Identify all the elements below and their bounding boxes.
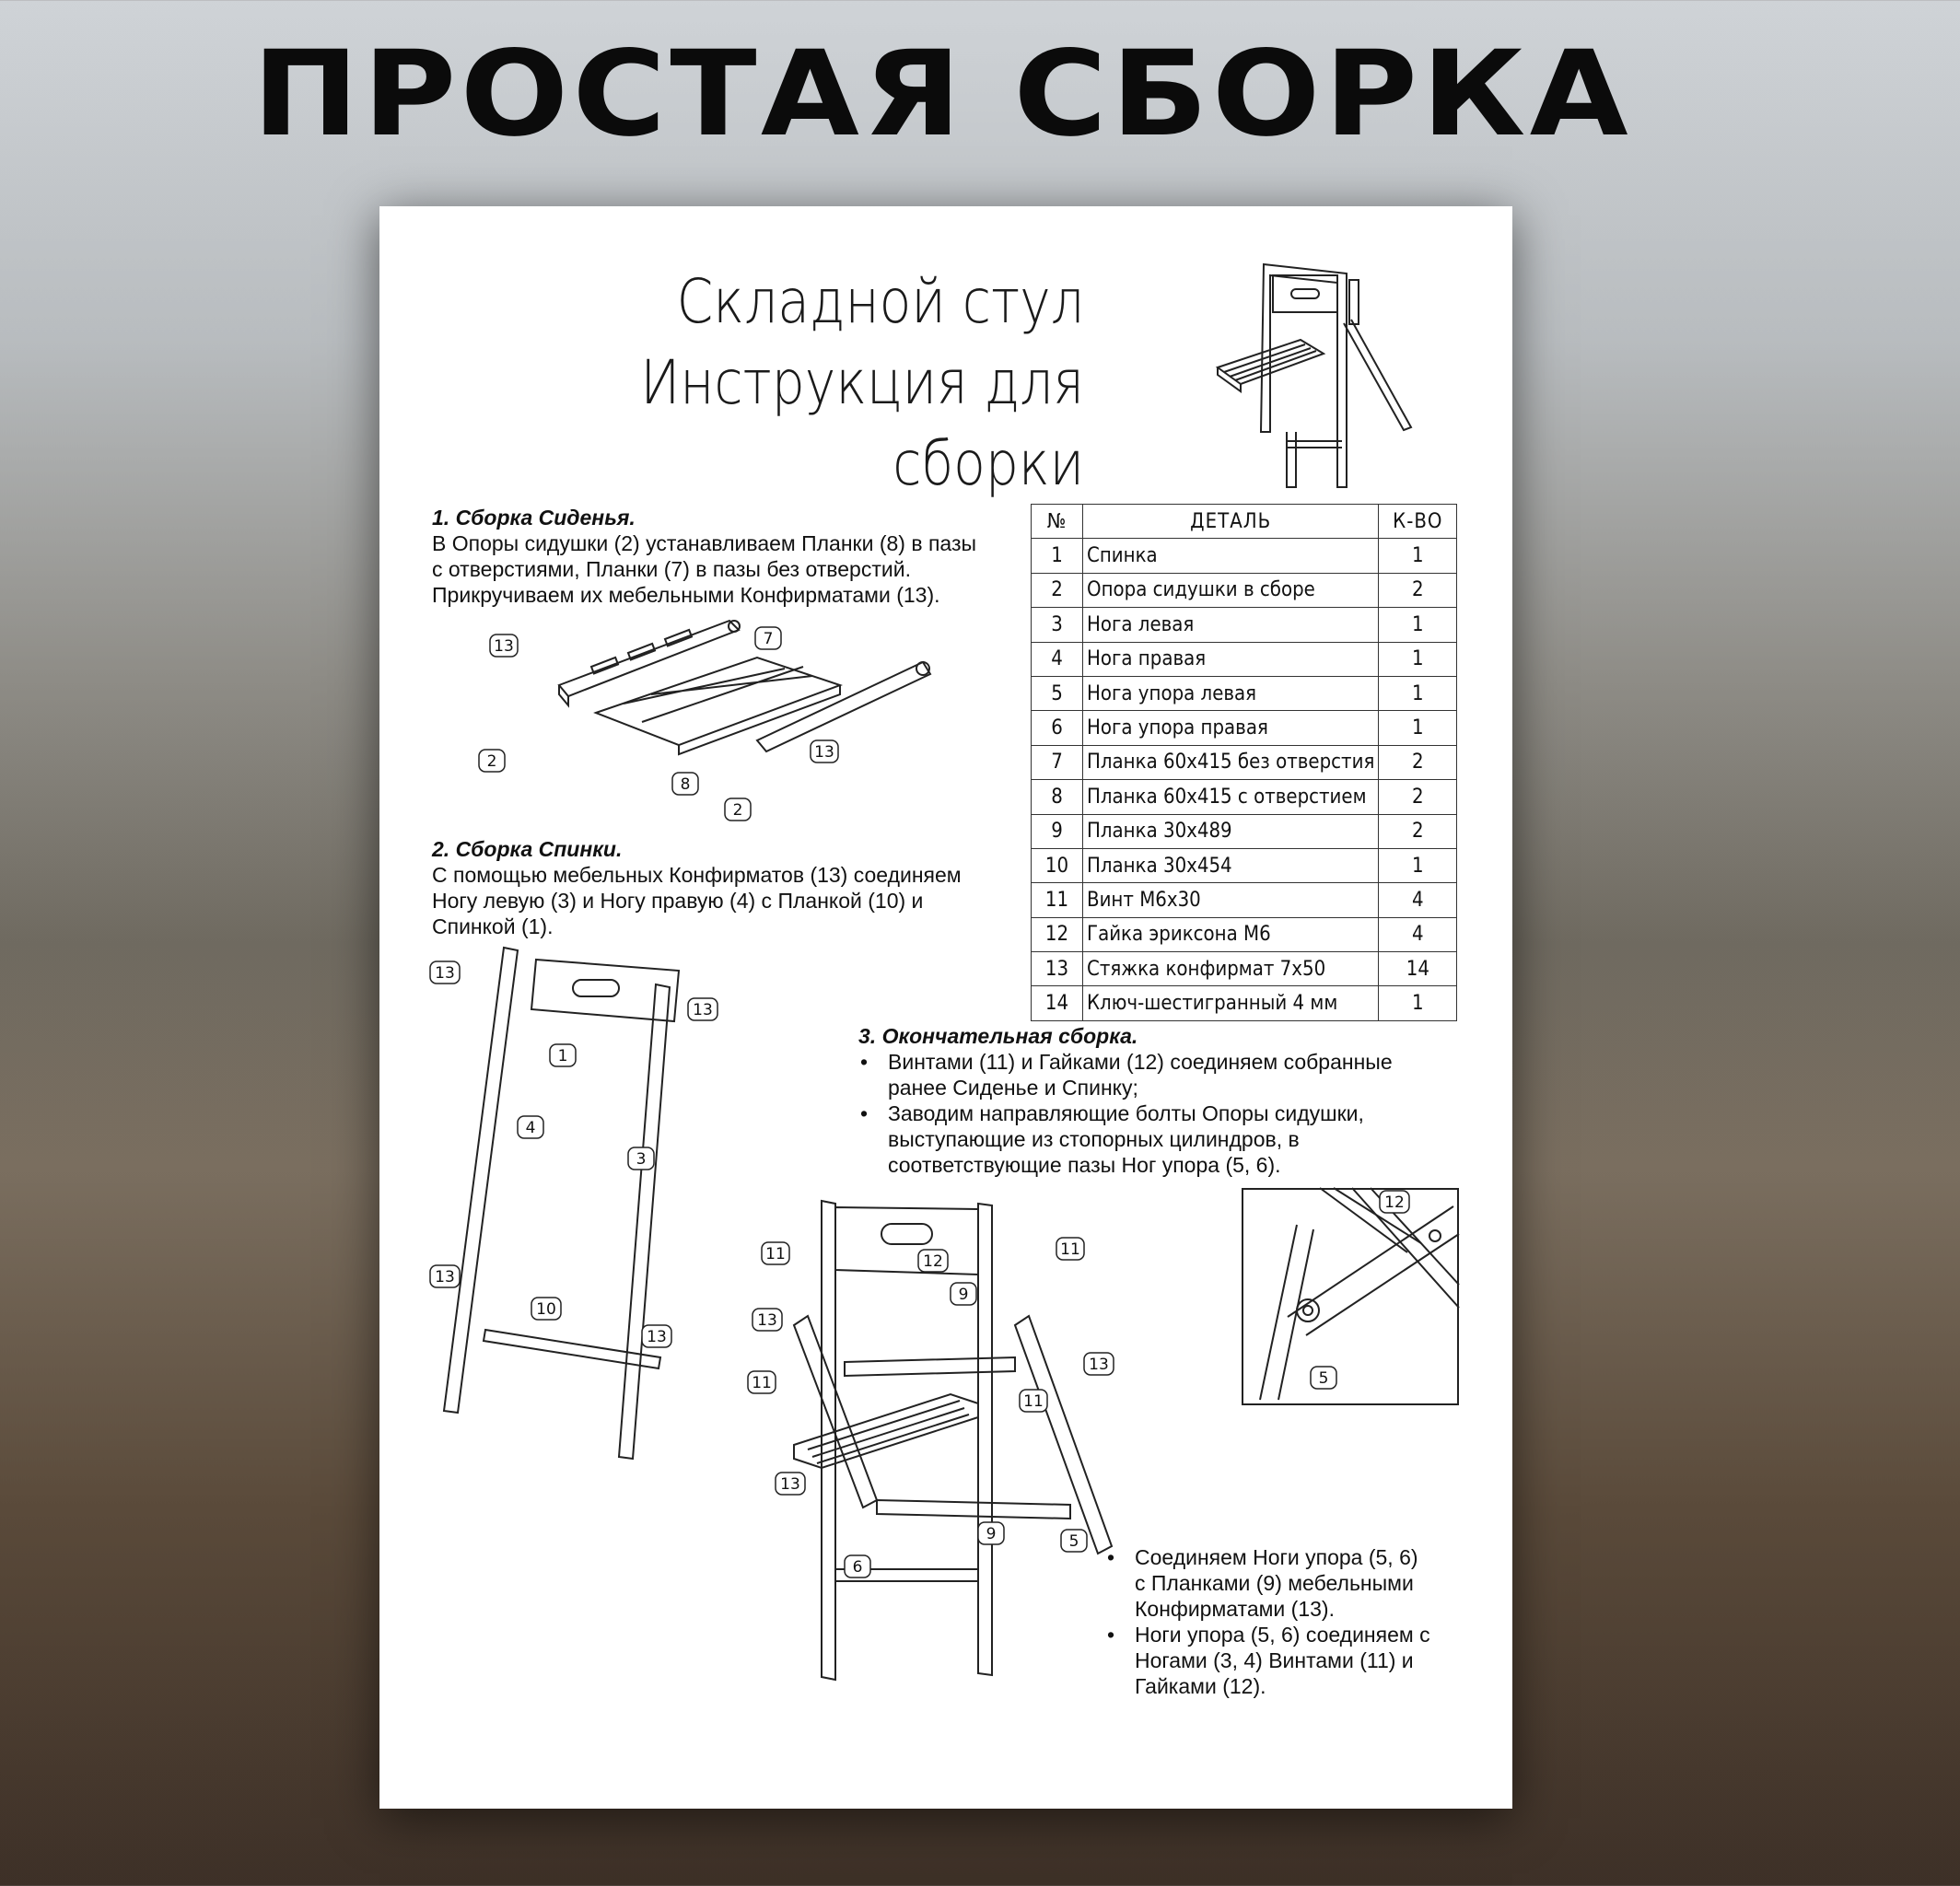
cell-qty: 1	[1379, 711, 1457, 745]
table-row	[1032, 573, 1457, 607]
step3-bullet-2-line-2: выступающие из стопорных цилиндров, в	[888, 1127, 1300, 1151]
seat-callout-2b: 2	[732, 801, 743, 820]
cell-number: 10	[1032, 848, 1083, 882]
cell-qty: 1	[1379, 608, 1457, 642]
header-qty: К-ВО	[1379, 505, 1457, 539]
final-callout-5: 5	[1068, 1532, 1079, 1551]
step3b-bullet-2-line-1: • Ноги упора (5, 6) соединяем с	[1135, 1623, 1430, 1647]
table-row	[1032, 608, 1457, 642]
cell-part: Планка 30х454	[1083, 848, 1379, 882]
step3-bullets	[858, 1049, 1393, 1178]
step2-line-3: Спинкой (1).	[432, 914, 554, 938]
cell-number: 6	[1032, 711, 1083, 745]
instruction-sheet	[379, 206, 1512, 1809]
table-row	[1032, 711, 1457, 745]
step3b-bullet-2-line-2: Ногами (3, 4) Винтами (11) и	[1135, 1648, 1414, 1672]
final-callout-11c: 11	[752, 1374, 772, 1392]
detail-callout-5: 5	[1318, 1369, 1329, 1388]
hinge-detail-diagram	[1242, 1188, 1459, 1405]
cell-part: Стяжка конфирмат 7х50	[1083, 952, 1379, 986]
table-row	[1032, 780, 1457, 814]
cell-qty: 2	[1379, 745, 1457, 779]
cell-number: 4	[1032, 642, 1083, 676]
table-row	[1032, 539, 1457, 573]
seat-callouts	[486, 630, 895, 846]
cell-part: Планка 60х415 с отверстием	[1083, 780, 1379, 814]
step1-line-1: В Опоры сидушки (2) устанавливаем Планки (8) в пазы	[432, 531, 977, 555]
step3b-block	[1105, 1544, 1430, 1699]
cell-part: Нога упора левая	[1083, 676, 1379, 710]
table-row	[1032, 642, 1457, 676]
cell-number: 7	[1032, 745, 1083, 779]
cell-part: Планка 60х415 без отверстия	[1083, 745, 1379, 779]
table-row	[1032, 745, 1457, 779]
back-callout-13b: 13	[693, 1001, 713, 1019]
step3-bullet-2	[858, 1100, 1393, 1178]
cell-number: 3	[1032, 608, 1083, 642]
step3b-bullet-1-line-2: с Планками (9) мебельными	[1135, 1571, 1414, 1595]
cell-number: 14	[1032, 986, 1083, 1020]
step3b-bullets	[1105, 1544, 1430, 1699]
step3b-bullet-2-line-3: Гайками (12).	[1135, 1674, 1266, 1698]
back-callout-13d: 13	[647, 1328, 667, 1346]
cell-qty: 1	[1379, 676, 1457, 710]
step1-block	[432, 506, 976, 608]
step1-heading: 1. Сборка Сиденья.	[432, 506, 636, 530]
back-callout-13c: 13	[435, 1268, 455, 1286]
cell-number: 11	[1032, 883, 1083, 917]
header-part: ДЕТАЛЬ	[1083, 505, 1379, 539]
chair-thumbnail-illustration	[1213, 257, 1425, 496]
cell-part: Спинка	[1083, 539, 1379, 573]
step1-line-2: с отверстиями, Планки (7) в пазы без отверстий.	[432, 557, 911, 581]
seat-callout-13a: 13	[494, 637, 514, 656]
banner-title: ПРОСТАЯ СБОРКА	[252, 26, 1632, 163]
final-callout-13a: 13	[757, 1311, 777, 1330]
document-title	[478, 262, 1084, 505]
step3-heading: 3. Окончательная сборка.	[858, 1024, 1138, 1048]
cell-number: 8	[1032, 780, 1083, 814]
step3b-bullet-2	[1105, 1622, 1430, 1699]
cell-qty: 1	[1379, 986, 1457, 1020]
back-callout-10: 10	[536, 1300, 556, 1319]
cell-part: Гайка эриксона М6	[1083, 917, 1379, 951]
table-row	[1032, 986, 1457, 1020]
title-line-1: Складной стул	[676, 266, 1084, 337]
back-callout-13a: 13	[435, 964, 455, 983]
title-line-2: Инструкция для сборки	[640, 347, 1084, 499]
table-row	[1032, 952, 1457, 986]
final-callout-11a: 11	[765, 1245, 786, 1263]
cell-qty: 2	[1379, 814, 1457, 848]
step2-heading: 2. Сборка Спинки.	[432, 837, 623, 861]
final-callout-9a: 9	[958, 1286, 969, 1304]
final-callout-6: 6	[852, 1558, 863, 1577]
final-callout-13c: 13	[780, 1475, 800, 1494]
cell-qty: 14	[1379, 952, 1457, 986]
cell-number: 12	[1032, 917, 1083, 951]
back-callout-4: 4	[525, 1119, 536, 1137]
parts-table-header	[1032, 505, 1457, 539]
final-callout-11d: 11	[1023, 1392, 1044, 1411]
step3-bullet-1-line-2: ранее Сиденье и Спинку;	[888, 1076, 1138, 1100]
cell-part: Планка 30х489	[1083, 814, 1379, 848]
table-row	[1032, 848, 1457, 882]
seat-callout-7: 7	[763, 630, 774, 648]
header-number: №	[1032, 505, 1083, 539]
seat-callout-8: 8	[680, 775, 691, 794]
cell-qty: 2	[1379, 780, 1457, 814]
cell-part: Нога правая	[1083, 642, 1379, 676]
cell-number: 1	[1032, 539, 1083, 573]
step2-block	[432, 837, 962, 939]
final-callout-12: 12	[923, 1252, 943, 1271]
final-callout-11b: 11	[1060, 1240, 1080, 1259]
cell-number: 13	[1032, 952, 1083, 986]
step3b-bullet-1-line-1: • Соединяем Ноги упора (5, 6)	[1135, 1545, 1418, 1569]
cell-qty: 1	[1379, 642, 1457, 676]
cell-qty: 4	[1379, 883, 1457, 917]
step1-line-3: Прикручиваем их мебельными Конфирматами (13).	[432, 583, 940, 607]
parts-table	[1031, 504, 1457, 1021]
step3-bullet-1-line-1: • Винтами (11) и Гайками (12) соединяем собранные	[888, 1050, 1393, 1074]
back-callout-1: 1	[557, 1047, 568, 1065]
table-row	[1032, 917, 1457, 951]
step2-line-2: Ногу левую (3) и Ногу правую (4) с Планкой (10) и	[432, 889, 924, 913]
table-row	[1032, 676, 1457, 710]
seat-callout-13b: 13	[814, 743, 834, 762]
cell-part: Ключ-шестигранный 4 мм	[1083, 986, 1379, 1020]
cell-number: 5	[1032, 676, 1083, 710]
back-assembly-diagram	[430, 943, 713, 1468]
step3b-bullet-1	[1105, 1544, 1430, 1622]
cell-part: Нога левая	[1083, 608, 1379, 642]
final-callout-9b: 9	[986, 1525, 997, 1543]
cell-part: Нога упора правая	[1083, 711, 1379, 745]
step3-bullet-1	[858, 1049, 1393, 1100]
table-row	[1032, 883, 1457, 917]
cell-number: 9	[1032, 814, 1083, 848]
seat-callout-2a: 2	[486, 752, 497, 771]
step3-block	[858, 1024, 1393, 1178]
table-row	[1032, 814, 1457, 848]
final-callout-13b: 13	[1089, 1356, 1109, 1374]
cell-qty: 4	[1379, 917, 1457, 951]
cell-number: 2	[1032, 573, 1083, 607]
cell-qty: 1	[1379, 848, 1457, 882]
cell-part: Винт М6х30	[1083, 883, 1379, 917]
step3b-bullet-1-line-3: Конфирматами (13).	[1135, 1597, 1335, 1621]
step3-bullet-2-line-1: • Заводим направляющие болты Опоры сидушки,	[888, 1101, 1364, 1125]
cell-part: Опора сидушки в сборе	[1083, 573, 1379, 607]
step3-bullet-2-line-3: соответствующие пазы Ног упора (5, 6).	[888, 1153, 1281, 1177]
detail-callout-12: 12	[1384, 1193, 1405, 1212]
step2-line-1: С помощью мебельных Конфирматов (13) соединяем	[432, 863, 962, 887]
cell-qty: 1	[1379, 539, 1457, 573]
back-callout-3: 3	[636, 1150, 647, 1169]
cell-qty: 2	[1379, 573, 1457, 607]
